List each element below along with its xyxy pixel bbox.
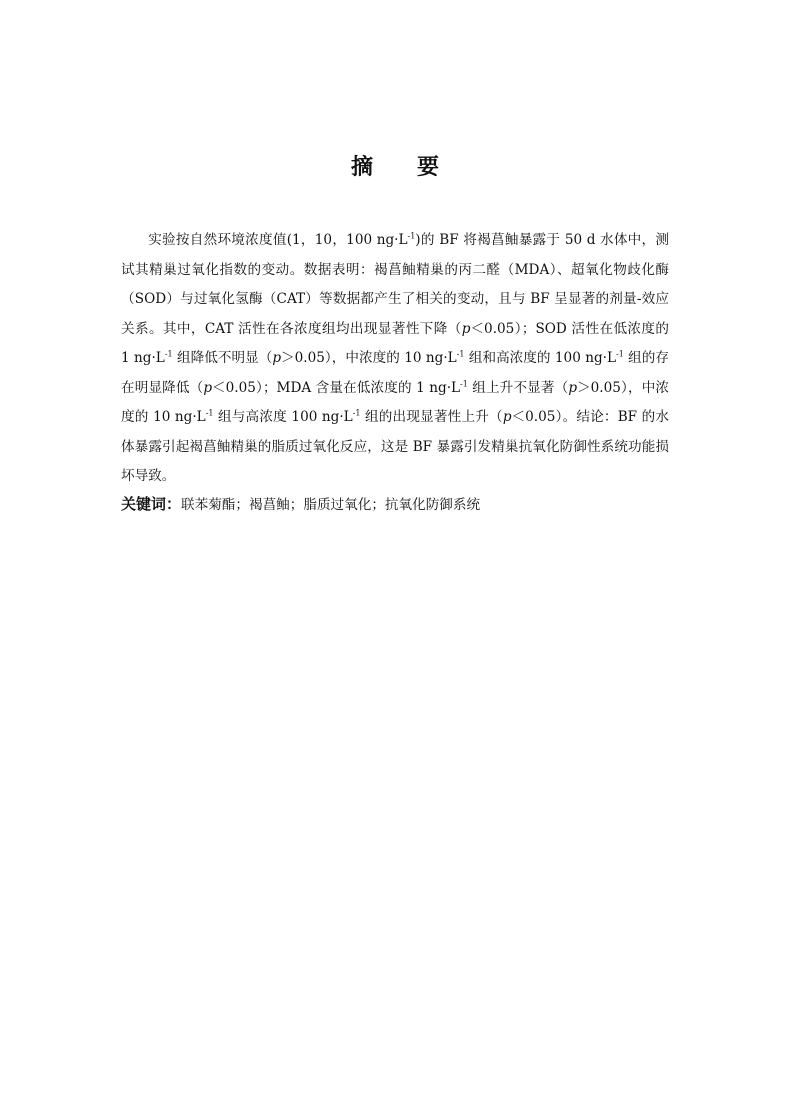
p-symbol: p [461,320,471,337]
superscript: -1 [205,408,214,418]
abstract-text: )的 BF 将褐菖鲉暴露于 50 d 水体中，测试其精巢过氧化指数的变动。数据表明：褐菖鲉精巢的丙二醛（MDA）、超氧化物歧化酶（SOD）与过氧化氢酶（CAT）等数据都产生了相关的变动，且与 BF 呈显著的剂量-效应关系。其中，CAT 活性在各浓度组均出现显著性下降（ [121,232,669,337]
p-symbol: p [502,409,512,425]
superscript: -1 [164,349,173,359]
abstract-text: 组的存在明显降低（ [121,350,670,396]
abstract-text: ＜0.05）。结论：BF 的水体暴露引起褐菖鲉精巢的脂质过氧化反应，这是 BF 暴露引发精巢抗氧化防御性系统功能损坏导致。 [121,409,669,484]
abstract-text: 组和高浓度的 100 ng·L [464,350,617,366]
keywords-label: 关键词： [121,495,182,513]
abstract-text: ＜0.05）；SOD 活性在低浓度的 1 ng·L [121,320,669,366]
superscript: -1 [616,349,624,359]
abstract-text: 组降低不明显（ [172,350,273,366]
abstract-text: ＜0.05）；MDA 含量在低浓度的 1 ng·L [212,379,461,396]
heading-char-2: 要 [417,155,440,180]
superscript: -1 [460,378,468,388]
abstract-heading [0,150,790,186]
abstract-body [121,226,669,492]
heading-char-1: 摘 [350,155,373,180]
abstract-text: 组上升不显著（ [467,379,569,396]
superscript: -1 [407,231,416,241]
keywords-line [121,490,681,520]
p-symbol: p [272,350,282,366]
keywords-text: 联苯菊酯；褐菖鲉；脂质过氧化；抗氧化防御系统 [181,497,481,513]
abstract-text: ＞0.05），中浓度的 10 ng·L [281,350,457,366]
superscript: -1 [352,408,361,418]
superscript: -1 [456,349,465,359]
p-symbol: p [568,379,578,396]
abstract-text: 组的出现显著性上升（ [360,409,503,425]
abstract-text: 实验按自然环境浓度值(1，10，100 ng·L [148,232,408,248]
abstract-text: 组与高浓度 100 ng·L [213,409,353,425]
p-symbol: p [203,379,213,396]
abstract-text: ＞0.05），中浓度的 10 ng·L [121,379,670,425]
